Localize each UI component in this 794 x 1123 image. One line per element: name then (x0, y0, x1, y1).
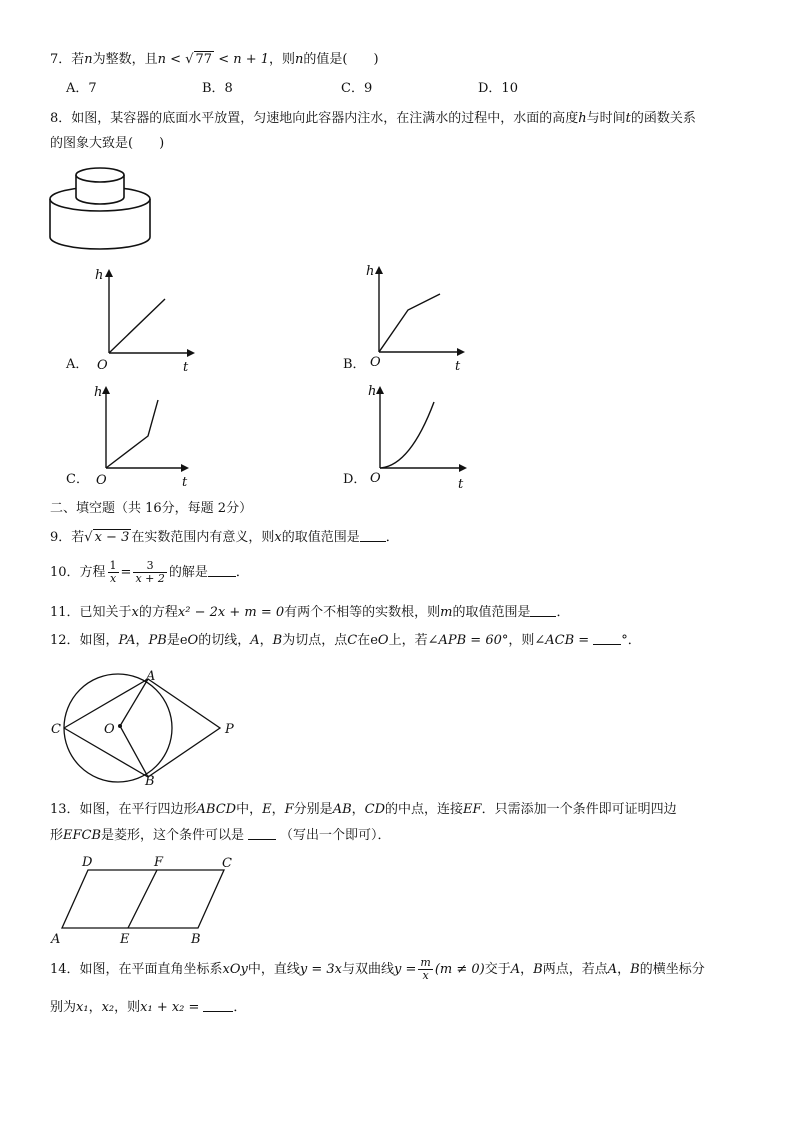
q8-stem-line1: 8．如图，某容器的底面水平放置，匀速地向此容器内注水，在注满水的过程中，水面的高度h与时间t的函数关系 (50, 111, 696, 126)
graph-c-h-label: h (94, 385, 103, 400)
q12-label-o: O (104, 722, 115, 737)
q7-option-b: B．8 (202, 81, 233, 96)
q13-label-a: A (51, 932, 61, 947)
q14-stem-line1: 14．如图，在平面直角坐标系xOy中，直线y = 3x与双曲线y = $\frac{m}{x}$ (m ≠ 0)交于A，B两点，若点A，B的横坐标分 (50, 956, 705, 982)
q14-stem-line2: 别为x₁，x₂，则x₁ + x₂ = ． (50, 1000, 247, 1015)
q12-label-b: B (145, 774, 155, 789)
graph-a-h-label: h (95, 268, 104, 283)
graph-d-t-label: t (458, 477, 464, 492)
q13-parallelogram-figure (48, 852, 248, 947)
graph-b-curve (379, 294, 440, 352)
graph-a-option-label: A． (66, 357, 89, 372)
q10-answer-blank[interactable] (208, 564, 236, 577)
q12-answer-blank[interactable] (593, 632, 621, 645)
graph-c-origin-label: O (96, 473, 107, 488)
q13-label-b: B (191, 932, 201, 947)
section-2-heading: 二、填空题（共 16分，每题 2分） (50, 501, 253, 516)
q14-answer-blank[interactable] (203, 999, 233, 1012)
q13-label-c: C (222, 856, 232, 871)
q13-stem-line2: 形EFCB是菱形，这个条件可以是 （写出一个即可）． (50, 828, 391, 843)
q8-stem-line2: 的图象大致是( ) (50, 136, 165, 151)
graph-d-option-label: D． (343, 472, 367, 487)
graph-c-curve (106, 400, 158, 468)
graph-b-t-label: t (455, 359, 461, 374)
graph-a (95, 265, 205, 375)
q7-stem: 7．若n为整数，且n < √ 77 < n + 1，则n的值是( ) (50, 52, 379, 67)
graph-a-origin-label: O (97, 358, 108, 373)
graph-a-t-label: t (183, 360, 189, 375)
q14-fraction: $\frac{m}{x}$ (420, 956, 431, 982)
graph-b-h-label: h (366, 264, 375, 279)
q9-stem: 9．若√ x − 3 在实数范围内有意义，则x的取值范围是 ． (50, 530, 399, 545)
q12-label-c: C (51, 722, 61, 737)
container-figure (50, 165, 150, 255)
graph-d-h-label: h (368, 384, 377, 399)
q7-option-d: D．10 (478, 81, 518, 96)
graph-b (364, 262, 474, 372)
graph-c-option-label: C． (66, 472, 89, 487)
graph-c-t-label: t (182, 475, 188, 490)
q7-option-c: C．9 (341, 81, 373, 96)
q11-stem: 11．已知关于x的方程x² − 2x + m = 0有两个不相等的实数根，则m的取值范围是 ． (50, 605, 570, 620)
q9-answer-blank[interactable] (360, 529, 386, 542)
q12-circle-figure (48, 665, 248, 790)
q13-label-d: D (82, 855, 93, 870)
graph-d-curve (380, 402, 434, 468)
q7-option-a: A．7 (66, 81, 97, 96)
q12-label-p: P (225, 722, 234, 737)
graph-b-origin-label: O (370, 355, 381, 370)
graph-b-option-label: B． (343, 357, 366, 372)
q11-answer-blank[interactable] (530, 604, 556, 617)
q10-stem: 10．方程 $\frac{1}{x}$ = $\frac{3}{x + 2}$ 的解是 ． (50, 559, 249, 585)
q10-fraction-1: $\frac{1}{x}$ (109, 559, 117, 585)
q13-answer-blank[interactable] (248, 827, 276, 840)
q10-fraction-2: $\frac{3}{x + 2}$ (135, 559, 165, 585)
graph-a-curve (109, 299, 165, 353)
q13-label-f: F (154, 855, 164, 870)
graph-c (90, 380, 200, 490)
graph-d-origin-label: O (370, 471, 381, 486)
q12-stem: 12．如图，PA，PB是eO的切线，A，B为切点，点C在eO上，若∠APB = 60°，则∠ACB = °． (50, 633, 641, 648)
q13-stem-line1: 13．如图，在平行四边形ABCD中，E，F分别是AB，CD的中点，连接EF．只需添加一个条件即可证明四边 (50, 802, 677, 817)
q13-label-e: E (120, 932, 130, 947)
q12-label-a: A (146, 669, 156, 684)
graph-d (366, 380, 476, 490)
